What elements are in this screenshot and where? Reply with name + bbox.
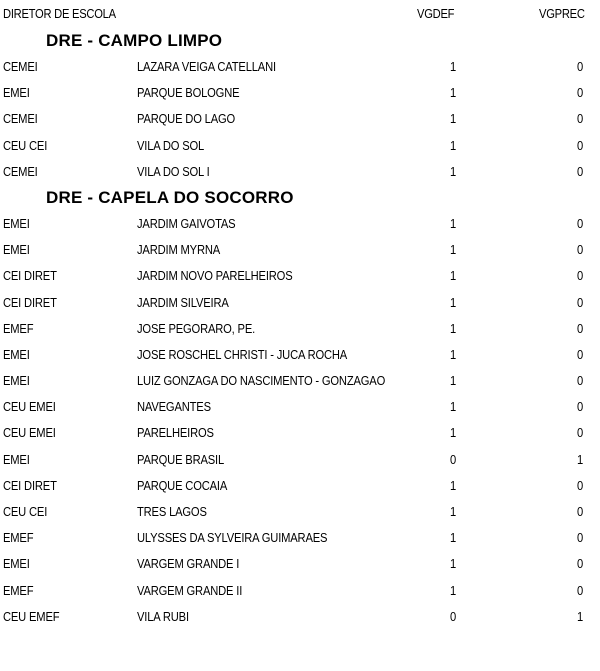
vgprec-cell: 0 bbox=[576, 477, 584, 493]
vgdef-cell: 1 bbox=[449, 320, 457, 336]
school-name-cell: VARGEM GRANDE II bbox=[137, 582, 243, 598]
table-row bbox=[0, 342, 600, 368]
vgprec-cell: 0 bbox=[576, 59, 584, 74]
school-type-cell: CEMEI bbox=[3, 163, 38, 179]
vgdef-cell: 0 bbox=[449, 451, 457, 467]
school-type-cell: EMEI bbox=[3, 215, 30, 231]
vgprec-cell: 0 bbox=[576, 346, 584, 362]
vgdef-cell: 1 bbox=[449, 294, 457, 310]
section-header bbox=[0, 185, 600, 211]
vgprec-cell: 0 bbox=[576, 215, 584, 231]
school-name-cell: LUIZ GONZAGA DO NASCIMENTO - GONZAGAO bbox=[137, 373, 386, 389]
vgprec-cell: 0 bbox=[576, 530, 584, 546]
vgdef-cell: 1 bbox=[449, 530, 457, 546]
school-name-cell: JARDIM MYRNA bbox=[137, 242, 221, 258]
table-row bbox=[0, 420, 600, 446]
school-name-cell: PARQUE BRASIL bbox=[137, 451, 225, 467]
section-header bbox=[0, 28, 600, 54]
table-row bbox=[0, 316, 600, 342]
school-name-cell: TRES LAGOS bbox=[137, 504, 207, 519]
vgprec-cell: 1 bbox=[576, 451, 584, 467]
table-row bbox=[0, 106, 600, 132]
school-type-cell: EMEF bbox=[3, 530, 34, 546]
table-row bbox=[0, 604, 600, 630]
page-title: DIRETOR DE ESCOLA bbox=[3, 6, 116, 21]
school-type-cell: EMEF bbox=[3, 320, 34, 336]
vgprec-cell: 0 bbox=[576, 137, 584, 153]
school-name-cell: PARELHEIROS bbox=[137, 425, 214, 441]
school-name-cell: PARQUE COCAIA bbox=[137, 477, 228, 493]
school-name-cell: PARQUE DO LAGO bbox=[137, 111, 236, 127]
vgdef-cell: 1 bbox=[449, 163, 457, 179]
school-name-cell: VARGEM GRANDE I bbox=[137, 556, 240, 572]
vgdef-cell: 1 bbox=[449, 85, 457, 101]
table-row bbox=[0, 133, 600, 159]
school-name-cell: VILA DO SOL bbox=[137, 137, 205, 153]
vgdef-cell: 1 bbox=[449, 504, 457, 519]
table-row bbox=[0, 263, 600, 289]
school-name-cell: VILA RUBI bbox=[137, 608, 189, 624]
vgdef-cell: 1 bbox=[449, 425, 457, 441]
school-type-cell: CEMEI bbox=[3, 59, 38, 74]
vgprec-cell: 0 bbox=[576, 85, 584, 101]
school-type-cell: EMEI bbox=[3, 451, 30, 467]
vgprec-cell: 0 bbox=[576, 163, 584, 179]
vgprec-cell: 1 bbox=[576, 608, 584, 624]
vgprec-cell: 0 bbox=[576, 373, 584, 389]
table-row bbox=[0, 237, 600, 263]
school-type-cell: EMEF bbox=[3, 582, 34, 598]
vgprec-cell: 0 bbox=[576, 582, 584, 598]
table-row bbox=[0, 447, 600, 473]
school-type-cell: CEU EMEI bbox=[3, 425, 56, 441]
vgdef-cell: 1 bbox=[449, 268, 457, 284]
table-row bbox=[0, 290, 600, 316]
table-row bbox=[0, 473, 600, 499]
vgdef-cell: 1 bbox=[449, 477, 457, 493]
table-row bbox=[0, 80, 600, 106]
school-list bbox=[0, 28, 600, 630]
vgdef-cell: 0 bbox=[449, 608, 457, 624]
school-type-cell: CEU EMEI bbox=[3, 399, 56, 415]
school-name-cell: JARDIM GAIVOTAS bbox=[137, 215, 236, 231]
school-name-cell: JOSE ROSCHEL CHRISTI - JUCA ROCHA bbox=[137, 346, 348, 362]
vgdef-cell: 1 bbox=[449, 59, 457, 74]
table-row bbox=[0, 159, 600, 185]
school-type-cell: CEI DIRET bbox=[3, 477, 57, 493]
table-row bbox=[0, 525, 600, 551]
vgdef-cell: 1 bbox=[449, 582, 457, 598]
vgprec-cell: 0 bbox=[576, 242, 584, 258]
school-name-cell: JARDIM SILVEIRA bbox=[137, 294, 229, 310]
table-row bbox=[0, 368, 600, 394]
vgprec-cell: 0 bbox=[576, 320, 584, 336]
section-title: DRE - CAMPO LIMPO bbox=[46, 31, 223, 50]
school-type-cell: CEMEI bbox=[3, 111, 38, 127]
school-name-cell: NAVEGANTES bbox=[137, 399, 211, 415]
vgdef-cell: 1 bbox=[449, 373, 457, 389]
vgprec-cell: 0 bbox=[576, 504, 584, 519]
school-name-cell: ULYSSES DA SYLVEIRA GUIMARAES bbox=[137, 530, 328, 546]
table-row bbox=[0, 211, 600, 237]
school-name-cell: PARQUE BOLOGNE bbox=[137, 85, 240, 101]
vgprec-cell: 0 bbox=[576, 425, 584, 441]
vgprec-cell: 0 bbox=[576, 556, 584, 572]
table-row bbox=[0, 578, 600, 604]
vgdef-cell: 1 bbox=[449, 137, 457, 153]
school-name-cell: JOSE PEGORARO, PE. bbox=[137, 320, 256, 336]
vgdef-cell: 1 bbox=[449, 111, 457, 127]
school-type-cell: EMEI bbox=[3, 85, 30, 101]
school-type-cell: EMEI bbox=[3, 556, 30, 572]
vgdef-cell: 1 bbox=[449, 242, 457, 258]
table-row bbox=[0, 394, 600, 420]
table-row bbox=[0, 551, 600, 577]
table-row bbox=[0, 499, 600, 525]
section-title: DRE - CAPELA DO SOCORRO bbox=[46, 187, 294, 207]
school-type-cell: EMEI bbox=[3, 346, 30, 362]
school-type-cell: EMEI bbox=[3, 242, 30, 258]
vgdef-cell: 1 bbox=[449, 399, 457, 415]
school-type-cell: CEI DIRET bbox=[3, 268, 57, 284]
school-type-cell: CEI DIRET bbox=[3, 294, 57, 310]
school-type-cell: CEU CEI bbox=[3, 137, 48, 153]
column-header-vgdef: VGDEF bbox=[417, 6, 455, 21]
vgprec-cell: 0 bbox=[576, 268, 584, 284]
school-name-cell: LAZARA VEIGA CATELLANI bbox=[137, 59, 276, 74]
vgdef-cell: 1 bbox=[449, 556, 457, 572]
school-name-cell: VILA DO SOL I bbox=[137, 163, 210, 179]
vgdef-cell: 1 bbox=[449, 346, 457, 362]
school-type-cell: CEU EMEF bbox=[3, 608, 60, 624]
vgprec-cell: 0 bbox=[576, 399, 584, 415]
table-row bbox=[0, 54, 600, 80]
vgprec-cell: 0 bbox=[576, 111, 584, 127]
column-header-vgprec: VGPREC bbox=[539, 6, 585, 21]
school-name-cell: JARDIM NOVO PARELHEIROS bbox=[137, 268, 293, 284]
vgdef-cell: 1 bbox=[449, 215, 457, 231]
school-type-cell: EMEI bbox=[3, 373, 30, 389]
vgprec-cell: 0 bbox=[576, 294, 584, 310]
school-type-cell: CEU CEI bbox=[3, 504, 48, 519]
